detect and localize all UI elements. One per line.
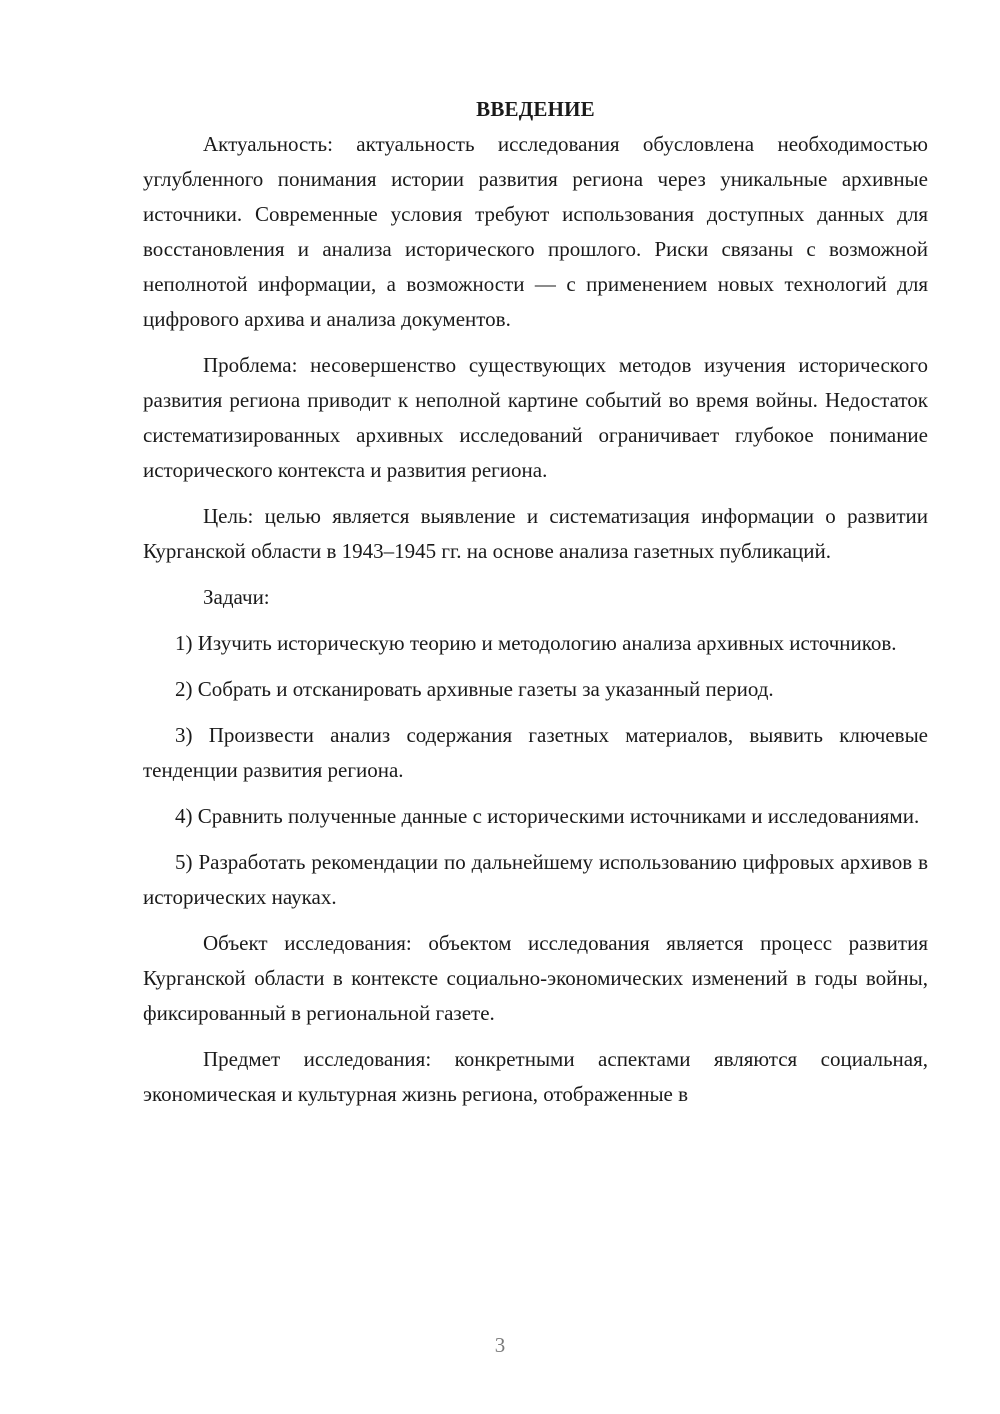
paragraph-goal: Цель: целью является выявление и систематизация информации о развитии Курганской области в 1943–1945 гг. на основе анализа газетных публикаций. [143,504,928,563]
task-item-5: 5) Разработать рекомендации по дальнейшему использованию цифровых архивов в исторических науках. [143,850,928,909]
task-item-4: 4) Сравнить полученные данные с историческими источниками и исследованиями. [175,804,920,828]
document-page [143,92,928,1123]
paragraph-problem: Проблема: несовершенство существующих методов изучения исторического развития региона приводит к неполной картине событий во время войны. Недостаток систематизированных архивных исследований ограничивает глубокое понимание исторического контекста и развития региона. [143,353,928,482]
paragraph-object: Объект исследования: объектом исследования является процесс развития Курганской области в контексте социально-экономических изменений в годы войны, фиксированный в региональной газете. [143,931,928,1025]
paragraph-tasks-heading: Задачи: [203,585,270,609]
page-number: 3 [494,1333,506,1357]
page-title: ВВЕДЕНИЕ [476,97,595,121]
paragraph-relevance: Актуальность: актуальность исследования обусловлена необходимостью углубленного понимания истории развития региона через уникальные архивные источники. Современные условия требуют использования доступных данных для восстановления и анализа исторического прошлого. Риски связаны с возможной неполнотой информации, а возможности — с применением новых технологий для цифрового архива и анализа документов. [143,132,928,331]
task-item-3: 3) Произвести анализ содержания газетных материалов, выявить ключевые тенденции развития региона. [143,723,928,782]
paragraph-subject: Предмет исследования: конкретными аспектами являются социальная, экономическая и культурная жизнь региона, отображенные в [143,1047,928,1106]
task-item-1: 1) Изучить историческую теорию и методологию анализа архивных источников. [175,631,897,655]
task-item-2: 2) Собрать и отсканировать архивные газеты за указанный период. [175,677,774,701]
